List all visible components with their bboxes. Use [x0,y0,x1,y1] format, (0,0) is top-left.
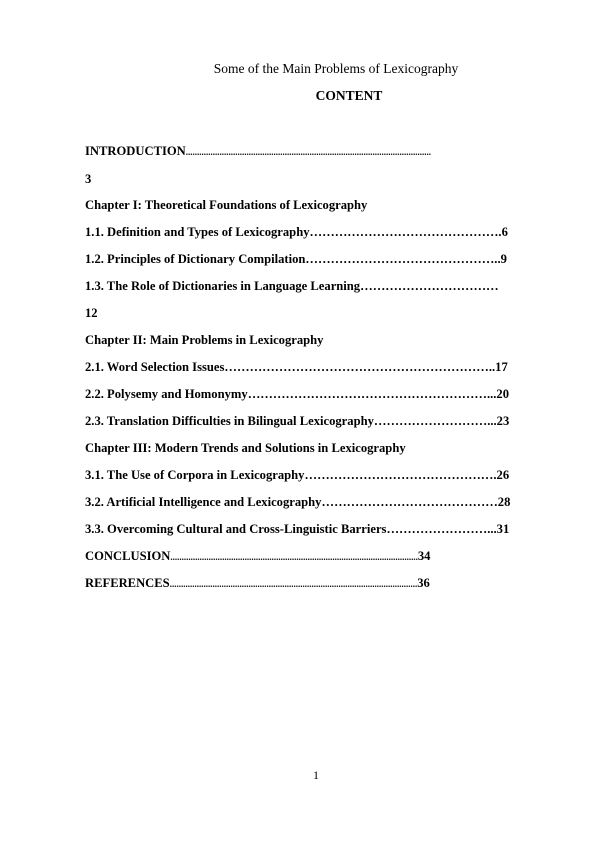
toc-entry-2-1 [85,354,553,381]
toc-leader: …………………………… [360,279,499,293]
toc-label: 2.1. Word Selection Issues [85,360,225,374]
toc-leader: ………………………... [373,414,497,428]
toc-page: 28 [497,495,511,509]
table-of-contents [85,138,553,597]
toc-page: 6 [501,225,508,239]
toc-entry-3-3 [85,516,553,543]
toc-label: Chapter II: Main Problems in Lexicography [85,333,324,347]
toc-leader: ............................................................................................................. [185,147,432,157]
toc-label: INTRODUCTION [85,144,186,158]
toc-label: REFERENCES [85,576,170,590]
toc-leader: …………………………………… [321,495,498,509]
toc-entry-introduction [85,138,553,192]
toc-page: 36 [417,576,430,590]
toc-page: 34 [417,549,431,563]
toc-leader: ………………………………………. [304,468,497,482]
toc-label: CONCLUSION [85,549,171,563]
toc-page: 26 [496,468,510,482]
toc-label: 2.2. Polysemy and Homonymy [85,387,248,401]
toc-page: 12 [85,306,98,320]
toc-label: 2.3. Translation Difficulties in Bilingual Lexicography [85,414,374,428]
toc-leader: ……………………... [386,522,497,536]
toc-page: 23 [496,414,510,428]
toc-leader: ………………………………………. [309,225,502,239]
toc-entry-2-3 [85,408,553,435]
page-number: 1 [313,768,319,782]
toc-entry-1-3 [85,273,553,327]
toc-label: 1.2. Principles of Dictionary Compilation [85,252,306,266]
toc-entry-chapter-2 [85,327,553,354]
toc-entry-3-2 [85,489,553,516]
toc-label: Chapter I: Theoretical Foundations of Lexicography [85,198,368,212]
toc-label: 1.1. Definition and Types of Lexicography [85,225,310,239]
toc-entry-conclusion [85,543,553,570]
toc-entry-2-2 [85,381,553,408]
toc-leader: .............................................................................................................. [170,552,418,562]
toc-leader: ……………………………………………………….. [224,360,496,374]
content-heading: CONTENT [315,88,383,103]
toc-entry-1-2 [85,246,553,273]
toc-leader: .............................................................................................................. [169,579,418,589]
toc-page: 17 [495,360,508,374]
toc-entry-3-1 [85,462,553,489]
toc-entry-chapter-1 [85,192,553,219]
toc-page: 3 [85,172,92,186]
toc-label: 3.1. The Use of Corpora in Lexicography [85,468,305,482]
toc-page: 31 [496,522,510,536]
toc-label: 3.3. Overcoming Cultural and Cross-Linguistic Barriers [85,522,387,536]
toc-entry-1-1 [85,219,553,246]
toc-leader: …………………………………………………... [247,387,497,401]
toc-label: 1.3. The Role of Dictionaries in Language Learning [85,279,361,293]
toc-page: 9 [500,252,507,266]
toc-label: 3.2. Artificial Intelligence and Lexicography [85,495,322,509]
toc-label: Chapter III: Modern Trends and Solutions in Lexicography [85,441,406,455]
toc-page: 20 [496,387,510,401]
toc-entry-chapter-3 [85,435,553,462]
toc-entry-references [85,570,553,597]
document-title: Some of the Main Problems of Lexicography [213,61,459,76]
toc-leader: ……………………………………….. [305,252,501,266]
